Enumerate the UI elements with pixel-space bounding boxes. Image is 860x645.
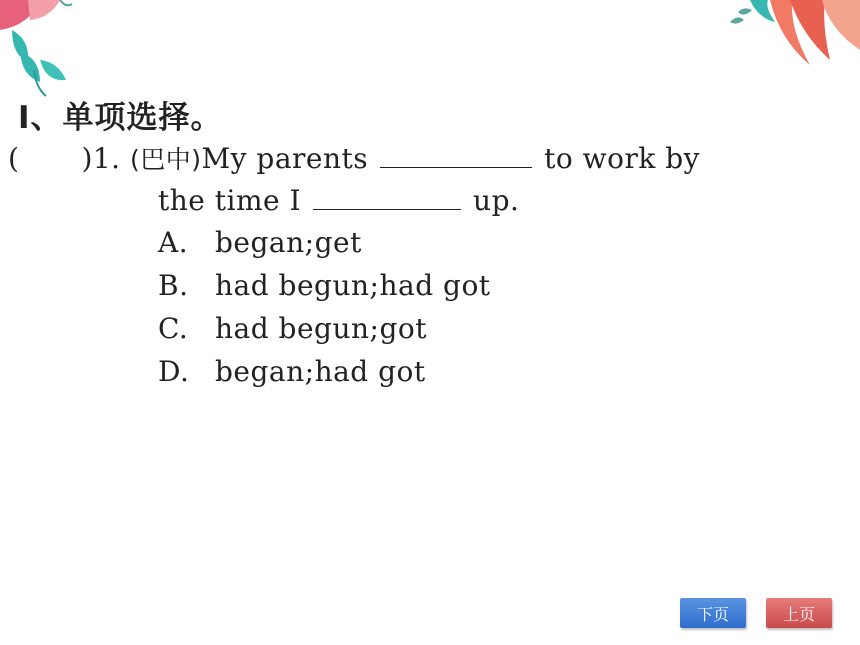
previous-page-button[interactable]: 上页: [766, 598, 832, 628]
option-c: [158, 312, 427, 345]
leaf-decoration-right: [730, 0, 860, 75]
option-text: had begun;got: [215, 312, 428, 345]
fill-blank-1: [380, 141, 532, 168]
question-stem-line2-part2: up.: [473, 184, 520, 217]
option-letter: C.: [158, 312, 189, 345]
option-text: began;get: [215, 226, 362, 259]
option-text: had begun;had got: [215, 269, 491, 302]
next-page-button[interactable]: 下页: [680, 598, 746, 628]
option-a: [158, 226, 362, 259]
answer-paren-open: (: [8, 142, 20, 175]
section-title: Ⅰ、单项选择。: [18, 100, 223, 136]
option-b: [158, 269, 491, 302]
question-line-2: [158, 183, 519, 217]
fill-blank-2: [313, 183, 461, 210]
option-letter: A.: [158, 226, 189, 259]
leaf-decoration-left: [0, 0, 90, 100]
question-stem-line2-part1: the time I: [158, 184, 302, 217]
option-letter: D.: [158, 355, 190, 388]
question-source: (巴中): [129, 145, 202, 174]
option-d: [158, 355, 426, 388]
option-text: began;had got: [215, 355, 426, 388]
question-number: )1.: [81, 142, 121, 175]
option-letter: B.: [158, 269, 189, 302]
question-stem-part1: My parents: [201, 142, 369, 175]
question-stem-part2: to work by: [544, 142, 700, 175]
question-line-1: [8, 140, 700, 176]
